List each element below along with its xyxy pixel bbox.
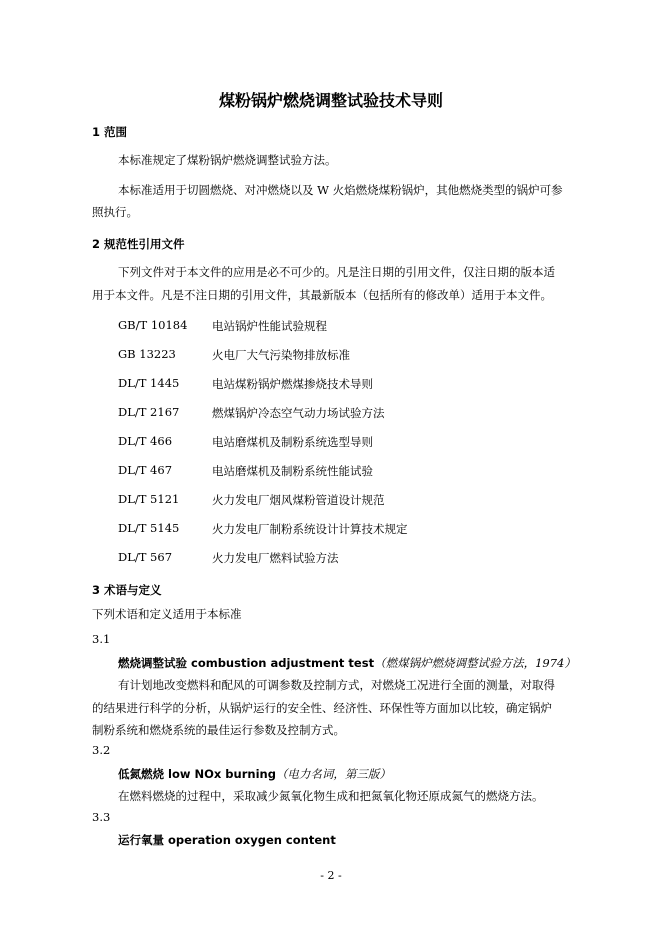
term-number: 3.1 [92,632,111,646]
term-name: 低氮燃烧 low NOx burning [118,767,276,781]
term-heading [118,766,391,782]
term-number: 3.3 [92,810,111,824]
reference-code: GB/T 10184 [118,318,188,332]
reference-title: 火力发电厂烟风煤粉管道设计规范 [212,493,385,507]
reference-title: 电站磨煤机及制粉系统选型导则 [212,435,373,449]
reference-title: 电站锅炉性能试验规程 [212,319,327,333]
term-heading [118,655,576,671]
section-1-heading: 1 范围 [92,125,128,139]
term-number: 3.2 [92,743,111,757]
term-source: （电力名词，第三版） [275,767,391,781]
section-1-paragraph-2-line-1: 本标准适用于切圆燃烧、对冲燃烧以及 W 火焰燃烧煤粉锅炉，其他燃烧类型的锅炉可参 [118,183,563,197]
reference-title: 电站煤粉锅炉燃煤掺烧技术导则 [212,377,373,391]
term-source: （燃煤锅炉燃烧调整试验方法，1974） [374,656,576,670]
term-definition-line-2: 的结果进行科学的分析，从锅炉运行的安全性、经济性、环保性等方面加以比较，确定锅炉 [92,701,552,715]
page-number: - 2 - [320,869,342,882]
reference-code: DL/T 5121 [118,492,180,506]
section-1-paragraph-1: 本标准规定了煤粉锅炉燃烧调整试验方法。 [118,153,337,167]
term-name: 燃烧调整试验 combustion adjustment test [118,656,375,670]
term-definition-line-3: 制粉系统和燃烧系统的最佳运行参数及控制方式。 [92,723,345,737]
reference-code: DL/T 1445 [118,376,180,390]
section-3-intro: 下列术语和定义适用于本标准 [92,607,242,621]
term-name: 运行氧量 operation oxygen content [118,833,336,847]
reference-title: 火力发电厂制粉系统设计计算技术规定 [212,522,408,536]
section-2-paragraph-line-1: 下列文件对于本文件的应用是必不可少的。凡是注日期的引用文件，仅注日期的版本适 [118,265,555,279]
reference-code: DL/T 5145 [118,521,180,535]
reference-code: DL/T 467 [118,463,173,477]
term-definition-line-1: 有计划地改变燃料和配风的可调参数及控制方式，对燃烧工况进行全面的测量，对取得 [118,678,555,692]
document-title: 煤粉锅炉燃烧调整试验技术导则 [218,91,443,110]
term-heading [118,832,336,848]
reference-title: 电站磨煤机及制粉系统性能试验 [212,464,373,478]
reference-code: DL/T 567 [118,550,173,564]
reference-code: DL/T 466 [118,434,173,448]
section-1-paragraph-2-line-2: 照执行。 [92,205,138,219]
section-3-heading: 3 术语与定义 [92,583,162,597]
section-2-paragraph-line-2: 用于本文件。凡是不注日期的引用文件，其最新版本（包括所有的修改单）适用于本文件。 [92,288,552,302]
reference-code: DL/T 2167 [118,405,180,419]
reference-title: 火力发电厂燃料试验方法 [212,551,339,565]
reference-title: 火电厂大气污染物排放标准 [212,348,350,362]
section-2-heading: 2 规范性引用文件 [92,237,185,251]
reference-title: 燃煤锅炉冷态空气动力场试验方法 [212,406,385,420]
term-definition-line-1: 在燃料燃烧的过程中，采取减少氮氧化物生成和把氮氧化物还原成氮气的燃烧方法。 [118,789,544,803]
reference-code: GB 13223 [118,347,176,361]
